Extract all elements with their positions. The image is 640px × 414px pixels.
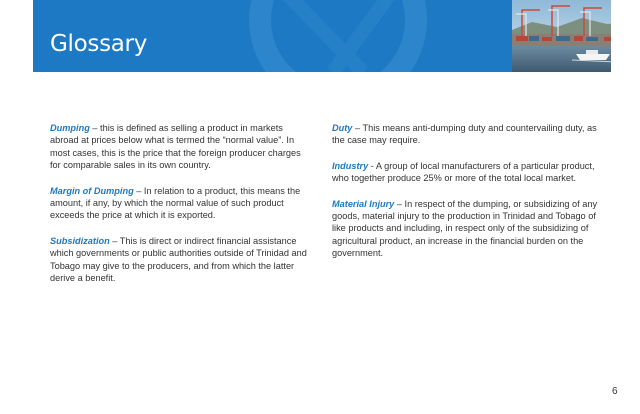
glossary-entry-margin-of-dumping — [50, 185, 312, 222]
term-separator: – — [394, 198, 405, 209]
glossary-term: Dumping — [50, 123, 90, 133]
term-separator: – — [352, 123, 363, 133]
page-number: 6 — [612, 386, 618, 397]
glossary-term: Margin of Dumping — [50, 185, 134, 196]
glossary-left-column — [50, 122, 312, 297]
glossary-definition: this is defined as selling a product in markets abroad at prices below what is termed the “normal value”. In most cases, this is the price that the foreign producer charges for comparable sales in its own country. — [50, 123, 301, 171]
glossary-term: Industry — [332, 160, 369, 171]
page-title: Glossary — [50, 31, 148, 57]
glossary-right-column — [332, 122, 608, 273]
glossary-entry-duty — [332, 122, 608, 147]
glossary-entry-material-injury — [332, 198, 608, 260]
term-separator: - — [368, 160, 376, 171]
glossary-term: Duty — [332, 123, 353, 133]
term-separator: – — [89, 123, 101, 133]
glossary-entry-industry — [332, 160, 608, 185]
glossary-term: Subsidization — [50, 235, 110, 246]
glossary-definition: This is direct or indirect financial assistance which governments or public authorities outside of Trinidad and Tobago may give to the producers, and from which the latter derive a benefit. — [50, 235, 307, 284]
term-separator: – — [133, 185, 144, 196]
glossary-entry-subsidization — [50, 235, 312, 285]
glossary-definition: In respect of the dumping, or subsidizing of any goods, material injury to the production in Trinidad and Tobago of like products and including, in respect only of the subsidizing of agricultural product, an increase in the financial burden on the government. — [332, 198, 598, 259]
glossary-definition: This means anti-dumping duty and countervailing duty, as the case may require. — [332, 123, 597, 146]
port-photo — [512, 0, 611, 72]
glossary-term: Material Injury — [332, 198, 395, 209]
glossary-definition: A group of local manufacturers of a particular product, who together produce 25% or more of the total local market. — [332, 160, 595, 184]
header-banner — [33, 0, 611, 72]
term-separator: – — [109, 235, 120, 246]
glossary-entry-dumping — [50, 122, 312, 172]
glossary-definition: In relation to a product, this means the amount, if any, by which the normal value of such product exceeds the price at which it is exported. — [50, 185, 301, 221]
